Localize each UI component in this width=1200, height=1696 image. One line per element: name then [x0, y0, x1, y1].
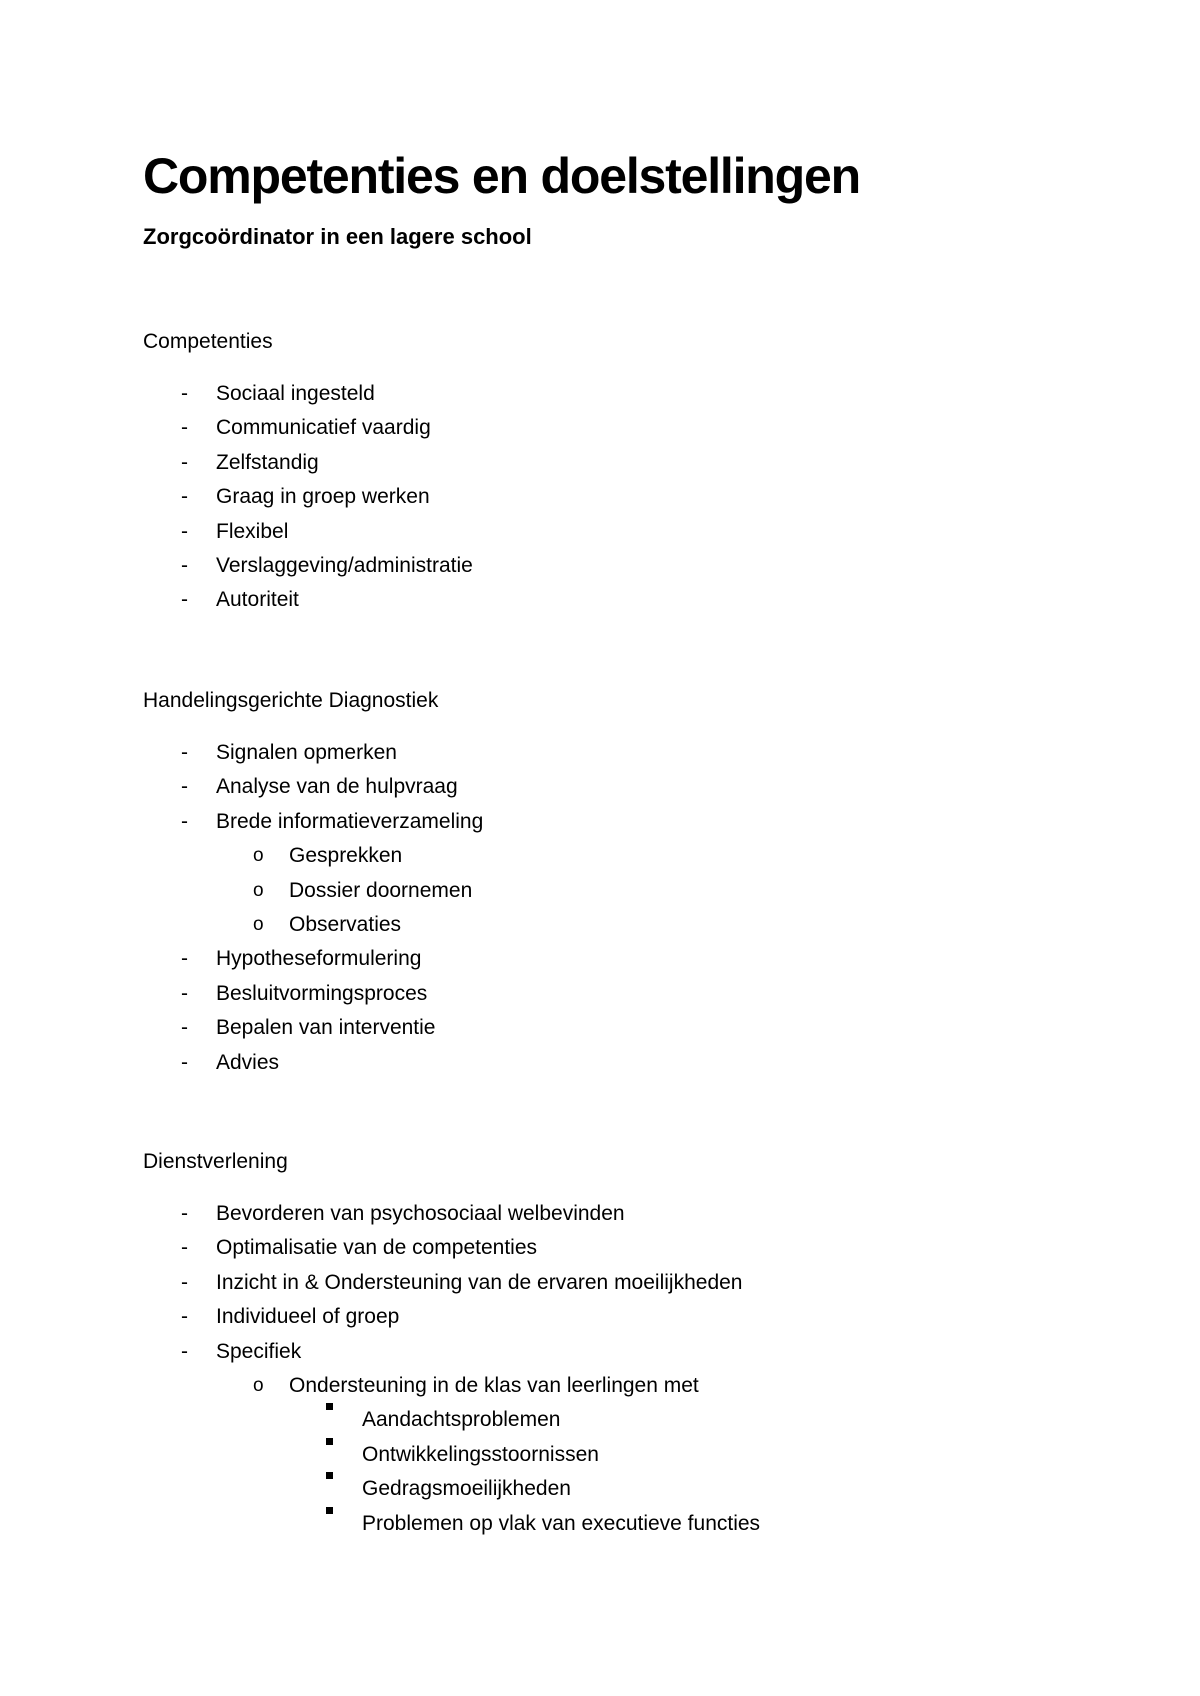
list-item-text: Ontwikkelingsstoornissen: [362, 1442, 599, 1466]
list-item-text: Optimalisatie van de competenties: [216, 1236, 537, 1260]
list-dienstverlening: [0, 1197, 1200, 1541]
sub-list-item: [0, 874, 1200, 908]
dash-bullet: -: [181, 485, 188, 509]
sub-sub-list-item: [0, 1438, 1200, 1472]
circle-bullet: o: [253, 1374, 264, 1396]
dash-bullet: -: [181, 553, 188, 577]
list-item: [0, 549, 1200, 583]
document-subtitle: Zorgcoördinator in een lagere school: [143, 224, 532, 249]
list-item-text: Observaties: [289, 912, 402, 936]
list-item-text: Dossier doornemen: [289, 878, 473, 902]
dash-bullet: -: [181, 1016, 188, 1040]
list-item-text: Ondersteuning in de klas van leerlingen met: [289, 1373, 699, 1397]
list-item-text: Problemen op vlak van executieve functies: [362, 1511, 761, 1535]
list-item: [0, 770, 1200, 804]
sub-sub-list-item: [0, 1403, 1200, 1437]
list-item: [0, 1011, 1200, 1045]
list-item: [0, 515, 1200, 549]
list-item: [0, 446, 1200, 480]
square-bullet-icon: [326, 1438, 333, 1445]
list-item-text: Besluitvormingsproces: [216, 981, 428, 1005]
dash-bullet: -: [181, 1339, 188, 1363]
sub-sub-list-item: [0, 1472, 1200, 1506]
list-item-text: Bepalen van interventie: [216, 1016, 436, 1040]
list-item: [0, 1231, 1200, 1265]
list-item-text: Specifiek: [216, 1339, 302, 1363]
sub-list-item: [0, 1369, 1200, 1403]
dash-bullet: -: [181, 741, 188, 764]
list-item: [0, 942, 1200, 976]
list-item: [0, 377, 1200, 411]
dash-bullet: -: [181, 981, 188, 1005]
list-item: [0, 1266, 1200, 1300]
list-item: [0, 1197, 1200, 1231]
section-heading-dienstverlening: Dienstverlening: [143, 1150, 288, 1173]
list-item-text: Graag in groep werken: [216, 485, 430, 509]
dash-bullet: -: [181, 1050, 188, 1074]
square-bullet-icon: [326, 1507, 333, 1514]
dash-bullet: -: [181, 450, 188, 474]
dash-bullet: -: [181, 588, 188, 612]
dash-bullet: -: [181, 519, 188, 543]
list-diagnostiek: [0, 736, 1200, 1080]
dash-bullet: -: [181, 416, 188, 440]
list-item-text: Communicatief vaardig: [216, 416, 431, 440]
list-item-text: Gesprekken: [289, 844, 403, 868]
list-item: [0, 1300, 1200, 1334]
document-title: Competenties en doelstellingen: [143, 148, 860, 204]
list-item-text: Aandachtsproblemen: [362, 1408, 561, 1432]
list-item-text: Advies: [216, 1050, 280, 1074]
list-item: [0, 411, 1200, 445]
list-item-text: Signalen opmerken: [216, 741, 397, 764]
dash-bullet: -: [181, 1270, 188, 1294]
list-item: [0, 1335, 1200, 1369]
square-bullet-icon: [326, 1403, 333, 1410]
circle-bullet: o: [253, 845, 264, 867]
dash-bullet: -: [181, 1236, 188, 1260]
circle-bullet: o: [253, 879, 264, 901]
list-item-text: Sociaal ingesteld: [216, 382, 375, 405]
list-item-text: Brede informatieverzameling: [216, 809, 484, 833]
list-competenties: [0, 377, 1200, 618]
list-item: [0, 977, 1200, 1011]
list-item-text: Individueel of groep: [216, 1305, 400, 1329]
dash-bullet: -: [181, 809, 188, 833]
list-item-text: Flexibel: [216, 519, 289, 543]
dash-bullet: -: [181, 1305, 188, 1329]
sub-list-item: [0, 839, 1200, 873]
list-item-text: Verslaggeving/administratie: [216, 553, 473, 577]
dash-bullet: -: [181, 775, 188, 799]
list-item-text: Analyse van de hulpvraag: [216, 775, 458, 799]
list-item: [0, 805, 1200, 839]
list-item-text: Autoriteit: [216, 588, 299, 612]
section-heading-competenties: Competenties: [143, 330, 273, 353]
circle-bullet: o: [253, 913, 264, 935]
dash-bullet: -: [181, 947, 188, 971]
sub-list-item: [0, 908, 1200, 942]
list-item: [0, 1046, 1200, 1080]
list-item: [0, 583, 1200, 617]
list-item-text: Hypotheseformulering: [216, 947, 422, 971]
list-item-text: Inzicht in & Ondersteuning van de ervaren moeilijkheden: [216, 1270, 743, 1294]
list-item: [0, 736, 1200, 770]
list-item-text: Zelfstandig: [216, 450, 319, 474]
sub-sub-list-item: [0, 1507, 1200, 1541]
section-heading-diagnostiek: Handelingsgerichte Diagnostiek: [143, 689, 439, 712]
list-item-text: Bevorderen van psychosociaal welbevinden: [216, 1202, 625, 1225]
dash-bullet: -: [181, 382, 188, 405]
square-bullet-icon: [326, 1472, 333, 1479]
list-item-text: Gedragsmoeilijkheden: [362, 1477, 571, 1501]
dash-bullet: -: [181, 1202, 188, 1225]
list-item: [0, 480, 1200, 514]
